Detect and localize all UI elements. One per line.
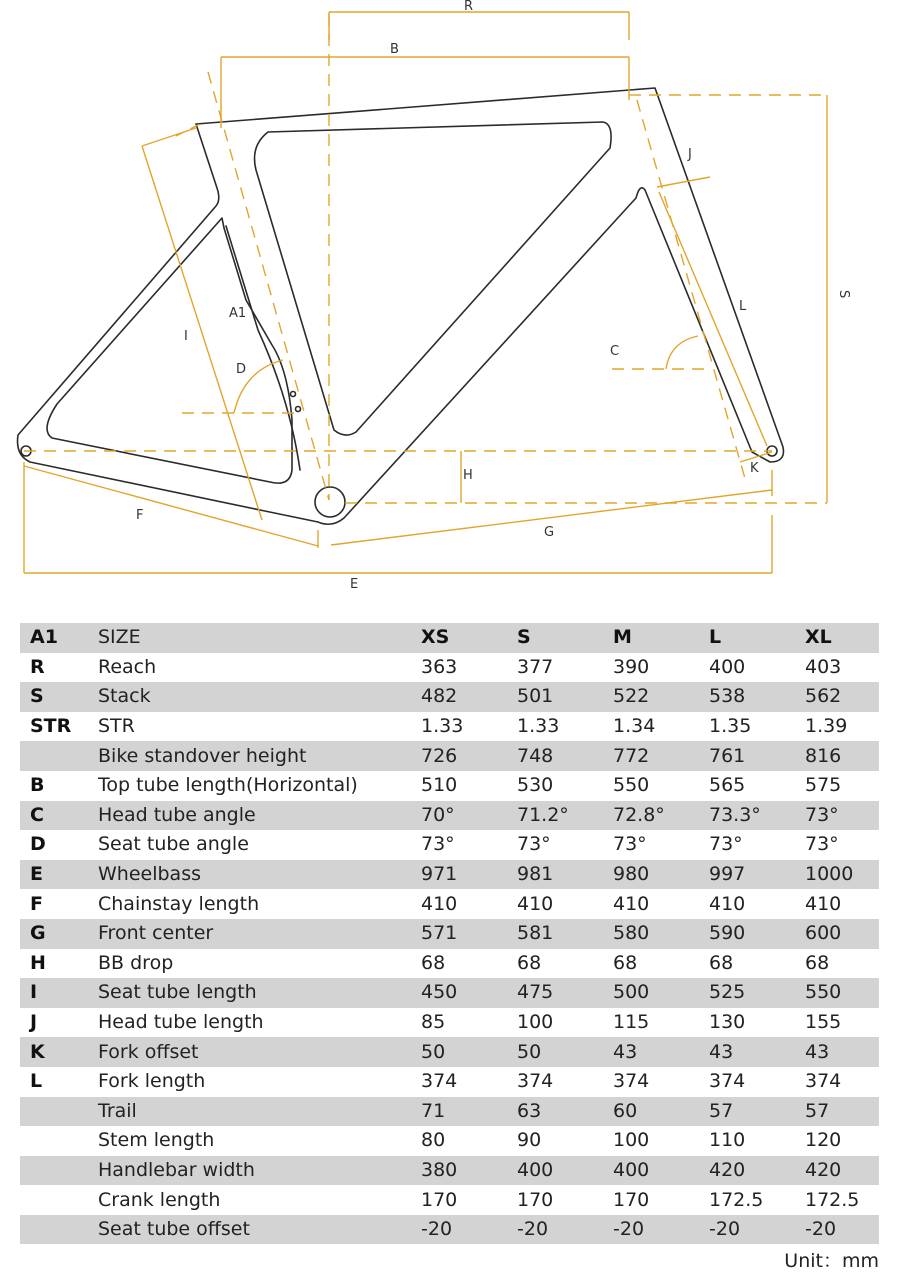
value-m: 522: [613, 682, 709, 712]
row-code: I: [20, 978, 98, 1008]
value-xl: 374: [805, 1070, 842, 1093]
table-row: [20, 1008, 879, 1038]
value-xs: 73°: [421, 833, 455, 856]
value-s: 374: [517, 1070, 554, 1093]
unit-note: Unit：mm: [784, 1250, 879, 1272]
row-label: Bike standover height: [98, 741, 421, 771]
row-code: L: [30, 1070, 43, 1093]
value-xs: 374: [421, 1070, 458, 1093]
value-xs: 510: [421, 774, 458, 797]
value-xs: -20: [421, 1215, 517, 1245]
table-row: [20, 830, 879, 860]
value-xl: 403: [805, 655, 842, 678]
label-H: H: [463, 468, 473, 483]
value-s: 1.33: [517, 715, 560, 738]
value-l: 43: [709, 1037, 805, 1067]
label-S: S: [836, 290, 851, 299]
value-s: 68: [517, 951, 542, 974]
value-xl: 155: [805, 1011, 842, 1034]
value-m: 550: [613, 774, 650, 797]
table-row: [20, 919, 879, 949]
row-code: G: [20, 919, 98, 949]
row-code: R: [30, 655, 45, 678]
row-label: Reach: [98, 655, 157, 678]
value-s: 501: [517, 682, 613, 712]
row-label: Stack: [98, 682, 421, 712]
table-header-row: [20, 623, 879, 653]
value-xs: 50: [421, 1037, 517, 1067]
row-code: C: [20, 801, 98, 831]
seat-tube-axis: [208, 72, 329, 500]
value-m: 390: [613, 655, 650, 678]
row-label: STR: [98, 715, 135, 738]
label-B: B: [390, 42, 399, 57]
value-s: 100: [517, 1011, 554, 1034]
row-label: Head tube angle: [98, 801, 421, 831]
value-m: 980: [613, 860, 709, 890]
value-m: 60: [613, 1097, 709, 1127]
value-s: 981: [517, 860, 613, 890]
value-m: 580: [613, 919, 709, 949]
value-l: 57: [709, 1097, 805, 1127]
value-l: 565: [709, 774, 746, 797]
table-row: [20, 1097, 879, 1127]
value-xs: 380: [421, 1156, 517, 1186]
header-size-m: M: [613, 623, 709, 653]
label-R: R: [464, 0, 474, 14]
value-s: 50: [517, 1037, 613, 1067]
seat-tube-edge: [226, 226, 300, 470]
value-l: -20: [709, 1215, 805, 1245]
label-K: K: [750, 461, 759, 476]
value-s: 63: [517, 1097, 613, 1127]
value-xs: 170: [421, 1188, 458, 1211]
table-row: [20, 978, 879, 1008]
value-m: 115: [613, 1011, 650, 1034]
value-xl: 43: [805, 1037, 879, 1067]
row-code: STR: [30, 715, 72, 738]
table-row: [20, 771, 879, 801]
row-code: J: [30, 1011, 38, 1034]
value-m: 100: [613, 1129, 650, 1152]
bolt-2: [296, 407, 301, 412]
label-A1: A1: [229, 306, 247, 321]
table-row: [20, 1037, 879, 1067]
value-m: 410: [613, 892, 650, 915]
header-label: SIZE: [98, 623, 421, 653]
value-s: 475: [517, 978, 613, 1008]
label-J: J: [688, 147, 692, 162]
value-l: 538: [709, 682, 805, 712]
row-label: Seat tube angle: [98, 833, 249, 856]
value-l: 130: [709, 1011, 746, 1034]
value-xs: 68: [421, 951, 446, 974]
label-C: C: [610, 344, 620, 359]
value-xl: 1.39: [805, 715, 848, 738]
value-m: 170: [613, 1188, 650, 1211]
value-s: 581: [517, 919, 613, 949]
value-xs: 71: [421, 1097, 517, 1127]
row-code: [20, 741, 98, 771]
value-xs: 482: [421, 682, 517, 712]
header-size-xs: XS: [421, 623, 517, 653]
value-s: 71.2°: [517, 801, 613, 831]
label-D: D: [236, 362, 247, 377]
table-row: [20, 1215, 879, 1245]
row-label: Front center: [98, 919, 421, 949]
value-xl: 600: [805, 919, 879, 949]
value-xl: 1000: [805, 860, 879, 890]
row-label: Seat tube length: [98, 978, 421, 1008]
value-xs: 363: [421, 655, 458, 678]
row-label: Trail: [98, 1097, 421, 1127]
row-code: F: [30, 892, 43, 915]
value-s: 400: [517, 1156, 613, 1186]
value-l: 1.35: [709, 715, 752, 738]
value-m: 374: [613, 1070, 650, 1093]
fork-length-dimension: [659, 192, 767, 446]
reach-dimension: [329, 12, 629, 40]
value-s: 377: [517, 655, 554, 678]
bottom-bracket: [315, 487, 345, 517]
row-code: [20, 1097, 98, 1127]
seat-tube-length-dimension: [142, 128, 262, 520]
value-m: 1.34: [613, 715, 656, 738]
value-m: 400: [613, 1156, 709, 1186]
row-label: Fork length: [98, 1070, 206, 1093]
row-label: Wheelbass: [98, 860, 421, 890]
label-G: G: [544, 525, 555, 540]
chainstay-dimension: [24, 466, 318, 548]
value-s: 410: [517, 892, 554, 915]
value-l: 400: [709, 655, 746, 678]
value-l: 761: [709, 741, 805, 771]
value-xl: 410: [805, 892, 842, 915]
main-triangle-inner: [255, 122, 612, 435]
value-xl: -20: [805, 1215, 879, 1245]
value-l: 172.5: [709, 1188, 764, 1211]
row-code: S: [20, 682, 98, 712]
table-row: [20, 653, 879, 683]
row-code: [20, 1185, 98, 1215]
value-xl: 73°: [805, 833, 839, 856]
value-s: 748: [517, 741, 613, 771]
value-xs: 571: [421, 919, 517, 949]
value-s: 73°: [517, 833, 551, 856]
label-E: E: [350, 577, 359, 592]
value-s: 90: [517, 1129, 542, 1152]
value-xl: 420: [805, 1156, 879, 1186]
value-xl: 172.5: [805, 1188, 860, 1211]
geometry-table: [20, 623, 879, 1244]
value-l: 73°: [709, 833, 743, 856]
row-label: Top tube length(Horizontal): [98, 774, 358, 797]
table-row: [20, 801, 879, 831]
row-code: [20, 1156, 98, 1186]
row-code: E: [20, 860, 98, 890]
value-xl: 73°: [805, 801, 879, 831]
value-l: 525: [709, 978, 805, 1008]
label-L: L: [739, 299, 747, 314]
row-code: B: [30, 774, 45, 797]
value-l: 374: [709, 1070, 746, 1093]
value-l: 68: [709, 951, 734, 974]
value-xs: 450: [421, 978, 517, 1008]
table-row: [20, 741, 879, 771]
value-l: 420: [709, 1156, 805, 1186]
table-row: [20, 1067, 879, 1097]
row-label: Head tube length: [98, 1011, 264, 1034]
frame-geometry-diagram: [0, 0, 901, 600]
value-m: 72.8°: [613, 801, 709, 831]
value-l: 110: [709, 1129, 746, 1152]
value-m: 73°: [613, 833, 647, 856]
table-row: [20, 682, 879, 712]
value-xs: 70°: [421, 801, 517, 831]
header-size-l: L: [709, 623, 805, 653]
value-xl: 575: [805, 774, 842, 797]
frame-outline: [18, 88, 784, 524]
bike-frame: [18, 88, 784, 524]
value-m: 772: [613, 741, 709, 771]
row-code: [20, 1215, 98, 1245]
bolt-1: [291, 392, 296, 397]
value-xl: 562: [805, 682, 879, 712]
table-row: [20, 949, 879, 979]
label-I: I: [184, 329, 188, 344]
row-label: Seat tube offset: [98, 1215, 421, 1245]
value-xs: 1.33: [421, 715, 464, 738]
value-xs: 971: [421, 860, 517, 890]
row-code: [20, 1126, 98, 1156]
value-xl: 816: [805, 741, 879, 771]
value-xl: 120: [805, 1129, 842, 1152]
value-l: 410: [709, 892, 746, 915]
table-row: [20, 1156, 879, 1186]
value-l: 73.3°: [709, 801, 805, 831]
value-xs: 726: [421, 741, 517, 771]
row-code: K: [20, 1037, 98, 1067]
value-xl: 68: [805, 951, 830, 974]
value-xs: 80: [421, 1129, 446, 1152]
table-row: [20, 712, 879, 742]
row-label: BB drop: [98, 951, 174, 974]
value-m: 68: [613, 951, 638, 974]
row-label: Chainstay length: [98, 892, 260, 915]
value-m: 43: [613, 1037, 709, 1067]
value-m: 500: [613, 978, 709, 1008]
header-size-s: S: [517, 623, 613, 653]
value-s: 530: [517, 774, 554, 797]
header-code: A1: [20, 623, 98, 653]
table-row: [20, 1126, 879, 1156]
row-label: Crank length: [98, 1188, 221, 1211]
value-s: -20: [517, 1215, 613, 1245]
label-F: F: [136, 508, 144, 523]
table-row: [20, 860, 879, 890]
value-xl: 57: [805, 1097, 879, 1127]
value-xs: 410: [421, 892, 458, 915]
row-label: Stem length: [98, 1129, 215, 1152]
row-label: Fork offset: [98, 1037, 421, 1067]
table-row: [20, 889, 879, 919]
table-row: [20, 1185, 879, 1215]
row-code: D: [30, 833, 46, 856]
value-l: 590: [709, 919, 805, 949]
header-size-xl: XL: [805, 623, 879, 653]
value-m: -20: [613, 1215, 709, 1245]
value-xs: 85: [421, 1011, 446, 1034]
dimension-lines: [24, 12, 827, 573]
head-tube-length-dimension: [657, 177, 710, 187]
value-xl: 550: [805, 978, 879, 1008]
value-l: 997: [709, 860, 805, 890]
row-label: Handlebar width: [98, 1156, 421, 1186]
row-code: H: [30, 951, 46, 974]
rear-triangle-inner: [47, 218, 292, 483]
value-s: 170: [517, 1188, 554, 1211]
head-angle-arc: [666, 336, 698, 369]
